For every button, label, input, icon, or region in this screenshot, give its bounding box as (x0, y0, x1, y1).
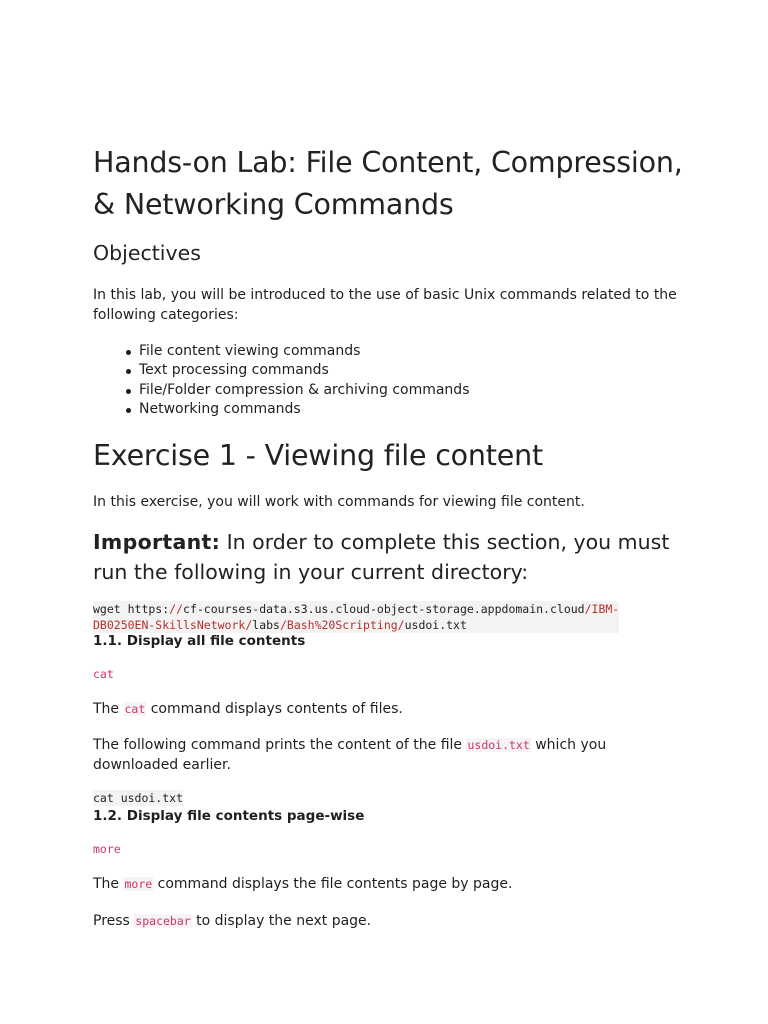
cat-example-code-block[interactable]: cat usdoi.txt (93, 791, 184, 805)
objectives-heading: Objectives (93, 241, 201, 265)
inline-code: spacebar (135, 914, 191, 928)
objectives-list (93, 342, 469, 419)
list-item: File content viewing commands (93, 342, 469, 361)
section-1-2-heading: 1.2. Display file contents page-wise (93, 808, 365, 824)
important-label: Important: (93, 530, 221, 554)
more-command-code: more (93, 842, 121, 856)
inline-code: cat (124, 702, 146, 716)
inline-code: more (124, 877, 153, 891)
list-item: File/Folder compression & archiving commands (93, 381, 469, 400)
important-text: In order to complete this section, you must run the following in your current directory: (93, 530, 670, 584)
more-description: The more command displays the file contents page by page. (93, 876, 513, 892)
bullet-icon (126, 350, 131, 355)
exercise1-intro: In this exercise, you will work with commands for viewing file content. (93, 494, 585, 510)
cat-usage-paragraph: The following command prints the content of the file usdoi.txt which you downloaded earlier. (93, 737, 607, 773)
spacebar-instruction: Press spacebar to display the next page. (93, 913, 372, 929)
bullet-icon (126, 408, 131, 413)
cat-command-code: cat (93, 667, 114, 681)
cat-description: The cat command displays contents of files. (93, 701, 403, 717)
bullet-icon (126, 389, 131, 394)
intro-paragraph: In this lab, you will be introduced to the use of basic Unix commands related to the following categories: (93, 287, 677, 323)
list-item: Networking commands (93, 400, 469, 419)
exercise1-heading: Exercise 1 - Viewing file content (93, 439, 543, 472)
wget-code-block[interactable]: wget https://cf-courses-data.s3.us.cloud-object-storage.appdomain.cloud/IBM- DB0250EN-SkillsNetwork/labs/Bash%20Scripting/usdoi.txt (93, 602, 620, 632)
section-1-1-heading: 1.1. Display all file contents (93, 633, 306, 649)
page-title: Hands-on Lab: File Content, Compression, & Networking Commands (93, 146, 683, 221)
bullet-icon (126, 369, 131, 374)
list-item: Text processing commands (93, 361, 469, 380)
inline-code: usdoi.txt (467, 738, 530, 752)
important-note (93, 527, 693, 587)
